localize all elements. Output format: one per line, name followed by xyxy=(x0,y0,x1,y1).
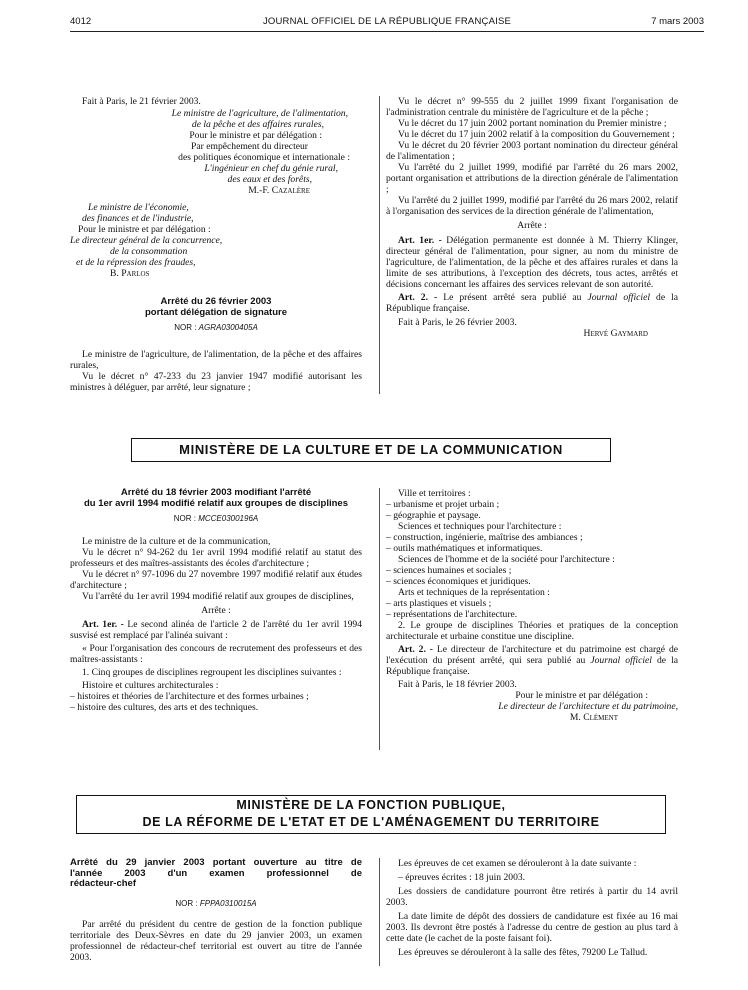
block2-right-column: Ville et territoires : – urbanisme et projet urbain ; – géographie et paysage. Sciences et techniques pour l'architecture : – construction, ingénierie, maîtrise des ambiances ; – outils mathématiques et informatiques. Sciences de l'homme et de la société pour l'architecture : – sciences humaines et sociales ; – sciences économiques et juridiques. Arts et techniques de la représentation : – arts plastiques et visuels ; – représentations de l'architecture. 2. Le groupe de disciplines Théories et pratiques de la conception architecturale et urbaine constitue une discipline. Art. 2. - Le directeur de l'architecture et du patrimoine est chargé de l'exécution du présent arrêté, qui sera publié au Journal officiel de la République française. Fait à Paris, le 18 février 2003. Pour le ministre et par délégation : Le directeur de l'architecture et du patrimoine, M. Clément xyxy=(386,488,679,723)
list-heading: Sciences de l'homme et de la société pour l'architecture : xyxy=(398,554,615,565)
nor-reference: NOR : FPPA0310015A xyxy=(175,898,257,908)
paragraph: Les épreuves de cet examen se dérouleront à la date suivante : xyxy=(398,858,637,869)
paragraph: La date limite de dépôt des dossiers de candidature est fixée au 16 mai 2003. Ils devront être postés à l'adresse du centre de gestion au plus tard à cette date (le cachet de la poste faisant foi). xyxy=(386,911,678,944)
list-heading: Ville et territoires : xyxy=(398,488,471,499)
article-2: Art. 2. - Le directeur de l'architecture et du patrimoine est chargé de l'exécution du présent arrêté, qui sera publié au Journal officiel de la République française. xyxy=(386,644,679,677)
column-divider xyxy=(379,858,380,966)
paragraph: Les dossiers de candidature pourront être retirés à partir du 14 avril 2003. xyxy=(386,886,678,908)
signatory-name: M. Clément xyxy=(569,712,618,723)
signatory-name: Hervé Gaymard xyxy=(583,328,648,339)
paragraph: Vu le décret du 17 juin 2002 portant nomination du Premier ministre ; xyxy=(398,118,667,129)
page-number: 4012 xyxy=(70,16,92,27)
running-header xyxy=(70,16,704,30)
list-item: – arts plastiques et visuels ; xyxy=(386,598,492,609)
list-item: – outils mathématiques et informatiques. xyxy=(386,543,543,554)
block1-right-column xyxy=(386,96,678,339)
paragraph: Vu le décret n° 94-262 du 1er avril 1994 modifié relatif au statut des professeurs et des maîtres-assistants des écoles d'architecture ; xyxy=(70,547,362,569)
paragraph: Le ministre de la culture et de la communication, xyxy=(82,536,271,547)
paragraph: 2. Le groupe de disciplines Théories et pratiques de la conception architecturale et urbaine constitue une discipline. xyxy=(386,620,678,642)
nor-reference: NOR : MCCE0300196A xyxy=(173,514,259,523)
fait-date: Fait à Paris, le 26 février 2003. xyxy=(398,317,517,328)
list-item: – épreuves écrites : 18 juin 2003. xyxy=(398,872,526,883)
paragraph: Vu le décret du 17 juin 2002 relatif à la composition du Gouvernement ; xyxy=(398,129,675,140)
paragraph: Les épreuves se dérouleront à la salle des fêtes, 79200 Le Tallud. xyxy=(398,947,648,958)
list-item: – sciences humaines et sociales ; xyxy=(386,565,512,576)
arrete-subtitle: portant délégation de signature xyxy=(145,306,287,318)
list-item: – histoires et théories de l'architecture et des formes urbaines ; xyxy=(70,691,309,702)
paragraph: Le ministre de l'agriculture, de l'alimentation, de la pêche et des affaires rurales, xyxy=(70,349,362,371)
list-item: – histoire des cultures, des arts et des techniques. xyxy=(70,702,259,713)
list-heading: Histoire et cultures architecturales : xyxy=(82,680,219,691)
journal-title: JOURNAL OFFICIEL DE LA RÉPUBLIQUE FRANÇAISE xyxy=(262,16,512,27)
ministry-banner-fonction-publique: MINISTÈRE DE LA FONCTION PUBLIQUE, DE LA RÉFORME DE L'ETAT ET DE L'AMÉNAGEMENT DU TERRITOIRE xyxy=(76,795,666,834)
arrete-heading: Arrête : xyxy=(201,605,231,616)
header-rule xyxy=(70,31,704,32)
list-item: – représentations de l'architecture. xyxy=(386,609,518,620)
arrete-subtitle: du 1er avril 1994 modifié relatif aux groupes de disciplines xyxy=(84,497,348,509)
paragraph: Vu le décret du 20 février 2003 portant nomination du directeur général de l'alimentation ; xyxy=(386,140,678,162)
arrete-title: Arrêté du 26 février 2003 xyxy=(160,296,272,307)
signatory-name: B. Parlos xyxy=(110,268,150,279)
block3-right-column xyxy=(386,858,678,958)
arrete-title: Arrêté du 18 février 2003 modifiant l'arrêté xyxy=(120,487,312,498)
block1-left-column xyxy=(70,96,362,393)
list-heading: Arts et techniques de la représentation : xyxy=(398,587,550,598)
list-heading: Sciences et techniques pour l'architecture : xyxy=(398,521,562,532)
list-item: – géographie et paysage. xyxy=(386,510,481,521)
signature-block-economie: Le ministre de l'économie, des finances et de l'industrie, Pour le ministre et par délégation : Le directeur général de la concurrence, de la consommation et de la répression des fraudes, B. Parlos xyxy=(70,202,362,279)
arrete-title: Arrêté du 29 janvier 2003 portant ouverture au titre de xyxy=(70,857,362,868)
list-item: – sciences économiques et juridiques. xyxy=(386,576,531,587)
column-divider xyxy=(379,96,380,394)
paragraph: 1. Cinq groupes de disciplines regroupent les disciplines suivantes : xyxy=(82,667,342,678)
ministry-banner-culture: MINISTÈRE DE LA CULTURE ET DE LA COMMUNICATION xyxy=(131,438,611,462)
nor-reference: NOR : AGRA0300405A xyxy=(174,323,258,332)
block2-left-column xyxy=(70,488,362,713)
paragraph: Par arrêté du président du centre de gestion de la fonction publique territoriale des Deux-Sèvres en date du 29 janvier 2003, un examen professionnel de rédacteur-chef territorial est ouvert au titre de l'année 2003. xyxy=(70,918,362,963)
list-item: – construction, ingénierie, maîtrise des ambiances ; xyxy=(386,532,583,543)
block3-left-column: Arrêté du 29 janvier 2003 portant ouverture au titre de l'année 2003 d'un examen professionnel de rédacteur-chef NOR : FPPA0310015A Par arrêté du président du centre de gestion de la fonction publique territoriale des Deux-Sèvres en date du 29 janvier 2003, un examen professionnel de rédacteur-chef territorial est ouvert au titre de l'année 2003. xyxy=(70,857,362,963)
list-item: – urbanisme et projet urbain ; xyxy=(386,499,500,510)
arrete-heading: Arrête : xyxy=(517,220,547,231)
signature-block-agriculture: Le ministre de l'agriculture, de l'alimentation, de la pêche et des affaires rurales, Pour le ministre et par délégation : Par empêchement du directeur des politiques économique et internationale : L'ingénieur en chef du génie rural, des eaux et des forêts, M.-F. Cazalère xyxy=(70,108,362,196)
paragraph: Vu le décret n° 47-233 du 23 janvier 1947 modifié autorisant les ministres à déléguer, par arrêté, leur signature ; xyxy=(70,371,362,393)
paragraph: Vu le décret n° 97-1096 du 27 novembre 1997 modifié relatif aux études d'architecture ; xyxy=(70,569,362,591)
signatory-name: M.-F. Cazalère xyxy=(248,185,310,196)
issue-date: 7 mars 2003 xyxy=(651,16,704,27)
fait-date: Fait à Paris, le 18 février 2003. xyxy=(398,679,517,690)
paragraph: Vu l'arrêté du 1er avril 1994 modifié relatif aux groupes de disciplines, xyxy=(82,591,354,602)
article-2: Art. 2. - Le présent arrêté sera publié au Journal officiel de la République française. xyxy=(386,292,679,314)
paragraph: « Pour l'organisation des concours de recrutement des professeurs et des maîtres-assistants : xyxy=(70,643,362,665)
column-divider xyxy=(379,488,380,750)
fait-date: Fait à Paris, le 21 février 2003. xyxy=(82,96,201,107)
article-1: Art. 1er. - Délégation permanente est donnée à M. Thierry Klinger, directeur général de l'alimentation, pour signer, au nom du ministre de l'agriculture, de l'alimentation, de la pêche et des affaires rurales et dans la limite de ses attributions, à l'exception des décrets, tous actes, arrêtés et décisions concernant les affaires des services relevant de son autorité. xyxy=(386,235,678,290)
paragraph: Vu l'arrêté du 2 juillet 1999, modifié par l'arrêté du 26 mars 2002, relatif à l'organisation des services de la direction générale de l'alimentation, xyxy=(386,195,678,217)
paragraph: Vu le décret n° 99-555 du 2 juillet 1999 fixant l'organisation de l'administration centrale du ministère de l'agriculture et de la pêche ; xyxy=(386,96,678,118)
article-1: Art. 1er. - Le second alinéa de l'article 2 de l'arrêté du 1er avril 1994 susvisé est remplacé par l'alinéa suivant : xyxy=(70,619,362,641)
paragraph: Vu l'arrêté du 2 juillet 1999, modifié par l'arrêté du 26 mars 2002, portant organisation et attributions de la direction générale de l'alimentation ; xyxy=(386,162,678,195)
